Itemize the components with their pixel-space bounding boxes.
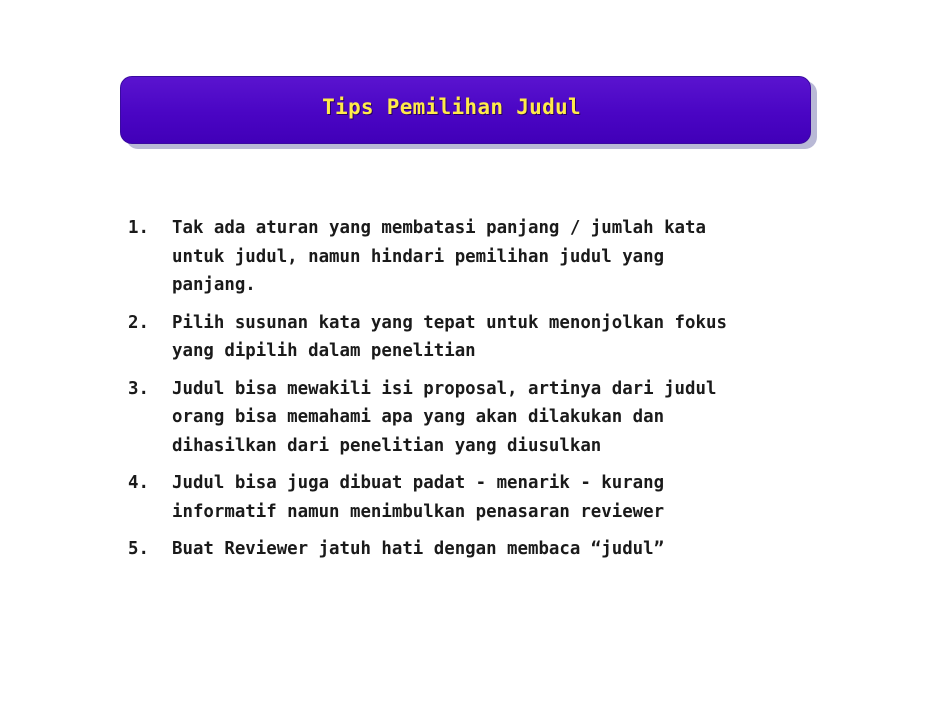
tip-text (172, 469, 664, 526)
tip-item (128, 214, 727, 300)
tip-number: 3. (128, 378, 149, 399)
tip-item (128, 309, 727, 366)
tip-item (128, 535, 727, 564)
tip-item (128, 469, 727, 526)
tip-item (128, 375, 727, 461)
tip-line: orang bisa memahami apa yang akan dilakukan dan (172, 407, 665, 427)
tip-line: yang dipilih dalam penelitian (172, 341, 476, 361)
slide-title: Tips Pemilihan Judul (322, 95, 581, 119)
tip-line: Pilih susunan kata yang tepat untuk menonjolkan fokus (172, 312, 727, 333)
tip-number: 2. (128, 312, 149, 333)
tip-number: 5. (128, 539, 149, 559)
tip-line: informatif namun menimbulkan penasaran reviewer (172, 501, 665, 522)
tip-line: untuk judul, namun hindari pemilihan judul yang (172, 246, 665, 267)
tip-number: 4. (128, 473, 149, 493)
tip-number: 1. (128, 218, 149, 238)
tip-text (172, 375, 716, 461)
tip-text (172, 214, 706, 300)
tip-text (172, 309, 727, 366)
title-banner (120, 76, 811, 144)
tip-line: Judul bisa mewakili isi proposal, artinya dari judul (172, 378, 717, 399)
tip-line: Judul bisa juga dibuat padat - menarik - kurang (172, 473, 665, 493)
tip-line: panjang. (172, 275, 256, 295)
tip-text (172, 535, 664, 564)
tip-line: Tak ada aturan yang membatasi panjang / jumlah kata (172, 218, 706, 238)
tip-line: dihasilkan dari penelitian yang diusulkan (172, 435, 602, 456)
tip-line: Buat Reviewer jatuh hati dengan membaca “judul” (172, 539, 665, 559)
tips-list (128, 214, 727, 573)
